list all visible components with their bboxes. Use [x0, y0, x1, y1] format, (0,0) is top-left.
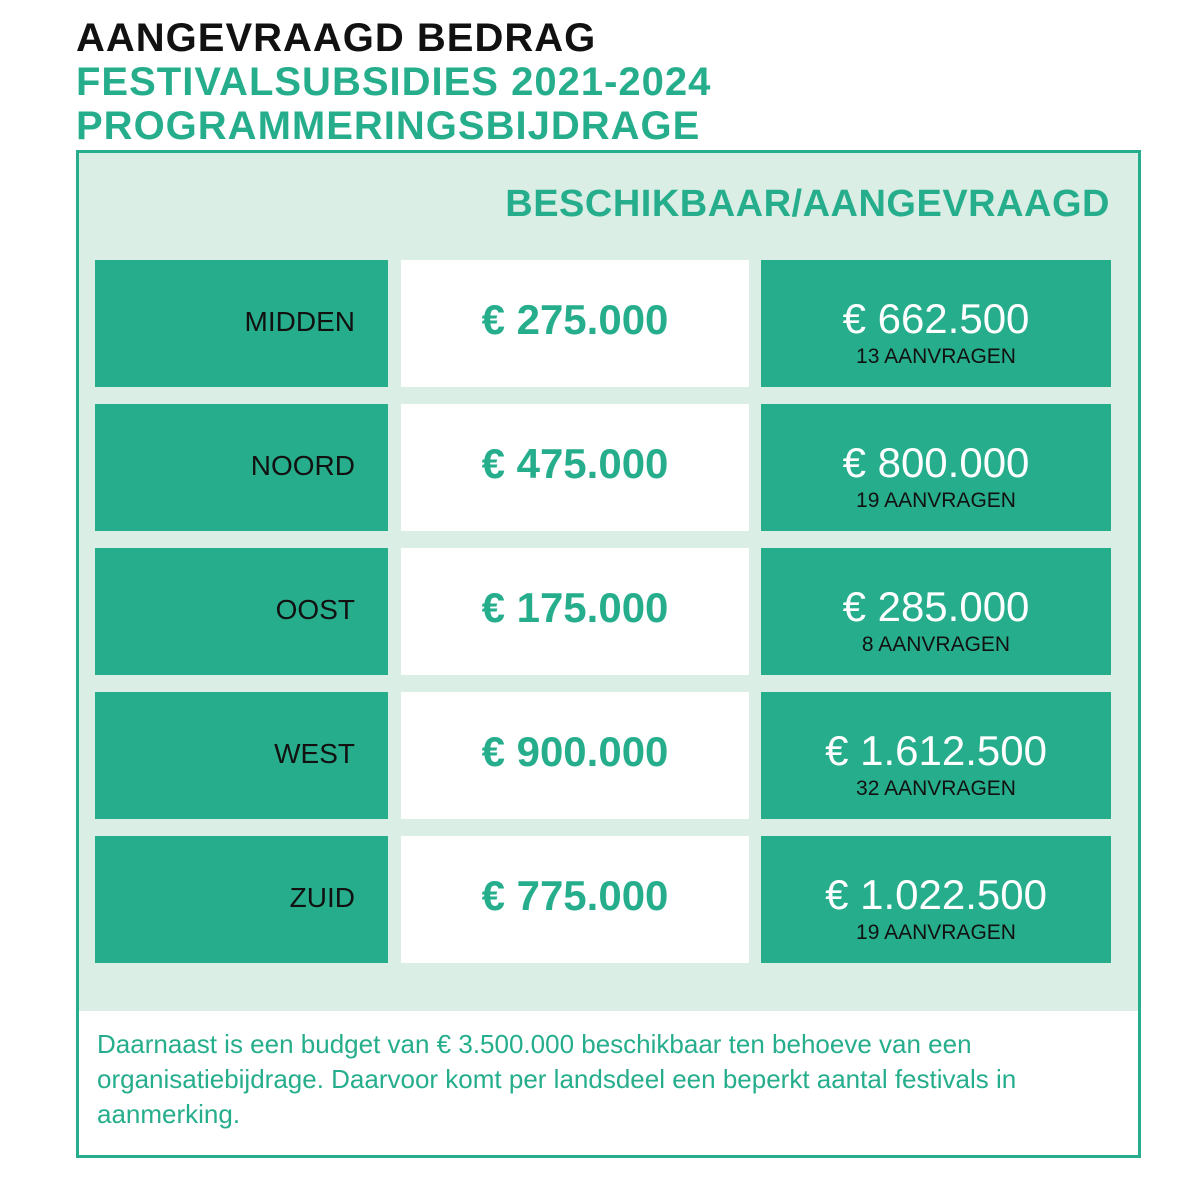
- applications-count: 32 AANVRAGEN: [856, 777, 1016, 800]
- column-header: BESCHIKBAAR/AANGEVRAAGD: [505, 183, 1110, 225]
- applications-count: 8 AANVRAGEN: [861, 633, 1011, 656]
- region-cell: [95, 260, 388, 387]
- applications-count: 13 AANVRAGEN: [856, 345, 1016, 368]
- available-amount: € 775.000: [481, 872, 669, 919]
- applications-count: 19 AANVRAGEN: [856, 489, 1016, 512]
- requested-amount: € 800.000: [842, 439, 1030, 486]
- requested-amount: € 1.612.500: [825, 727, 1047, 774]
- region-label: WEST: [274, 738, 355, 769]
- table-row: [95, 260, 1111, 387]
- subtitle: FESTIVALSUBSIDIES 2021-2024: [76, 60, 712, 104]
- available-amount: € 275.000: [481, 296, 669, 343]
- region-label: MIDDEN: [244, 306, 355, 337]
- requested-cell: [761, 404, 1111, 531]
- available-amount: € 900.000: [481, 728, 669, 775]
- region-label: NOORD: [250, 450, 355, 481]
- table-row: [95, 692, 1111, 819]
- available-amount: € 175.000: [481, 584, 669, 631]
- available-cell: [401, 260, 749, 387]
- available-cell: [401, 548, 749, 675]
- region-cell: [95, 836, 388, 963]
- available-cell: [401, 404, 749, 531]
- region-cell: [95, 692, 388, 819]
- region-cell: [95, 548, 388, 675]
- footnote: Daarnaast is een budget van € 3.500.000 beschikbaar ten behoeve van een organisatiebijdrage. Daarvoor komt per landsdeel een beperkt aantal festivals in aanmerking.: [97, 1029, 1017, 1129]
- available-cell: [401, 836, 749, 963]
- requested-amount: € 662.500: [842, 295, 1030, 342]
- requested-cell: [761, 836, 1111, 963]
- requested-amount: € 285.000: [842, 583, 1030, 630]
- applications-count: 19 AANVRAGEN: [856, 921, 1016, 944]
- table-row: [95, 404, 1111, 531]
- table-row: [95, 548, 1111, 675]
- region-label: OOST: [275, 594, 355, 625]
- requested-cell: [761, 692, 1111, 819]
- table-row: [95, 836, 1111, 963]
- subtitle-secondary: PROGRAMMERINGSBIJDRAGE: [76, 104, 701, 148]
- main-title: AANGEVRAAGD BEDRAG: [76, 16, 597, 60]
- title-block: [76, 16, 711, 148]
- requested-amount: € 1.022.500: [825, 871, 1047, 918]
- available-amount: € 475.000: [481, 440, 669, 487]
- table-panel: [76, 150, 1141, 1158]
- requested-cell: [761, 548, 1111, 675]
- available-cell: [401, 692, 749, 819]
- region-label: ZUID: [289, 882, 355, 913]
- requested-cell: [761, 260, 1111, 387]
- region-cell: [95, 404, 388, 531]
